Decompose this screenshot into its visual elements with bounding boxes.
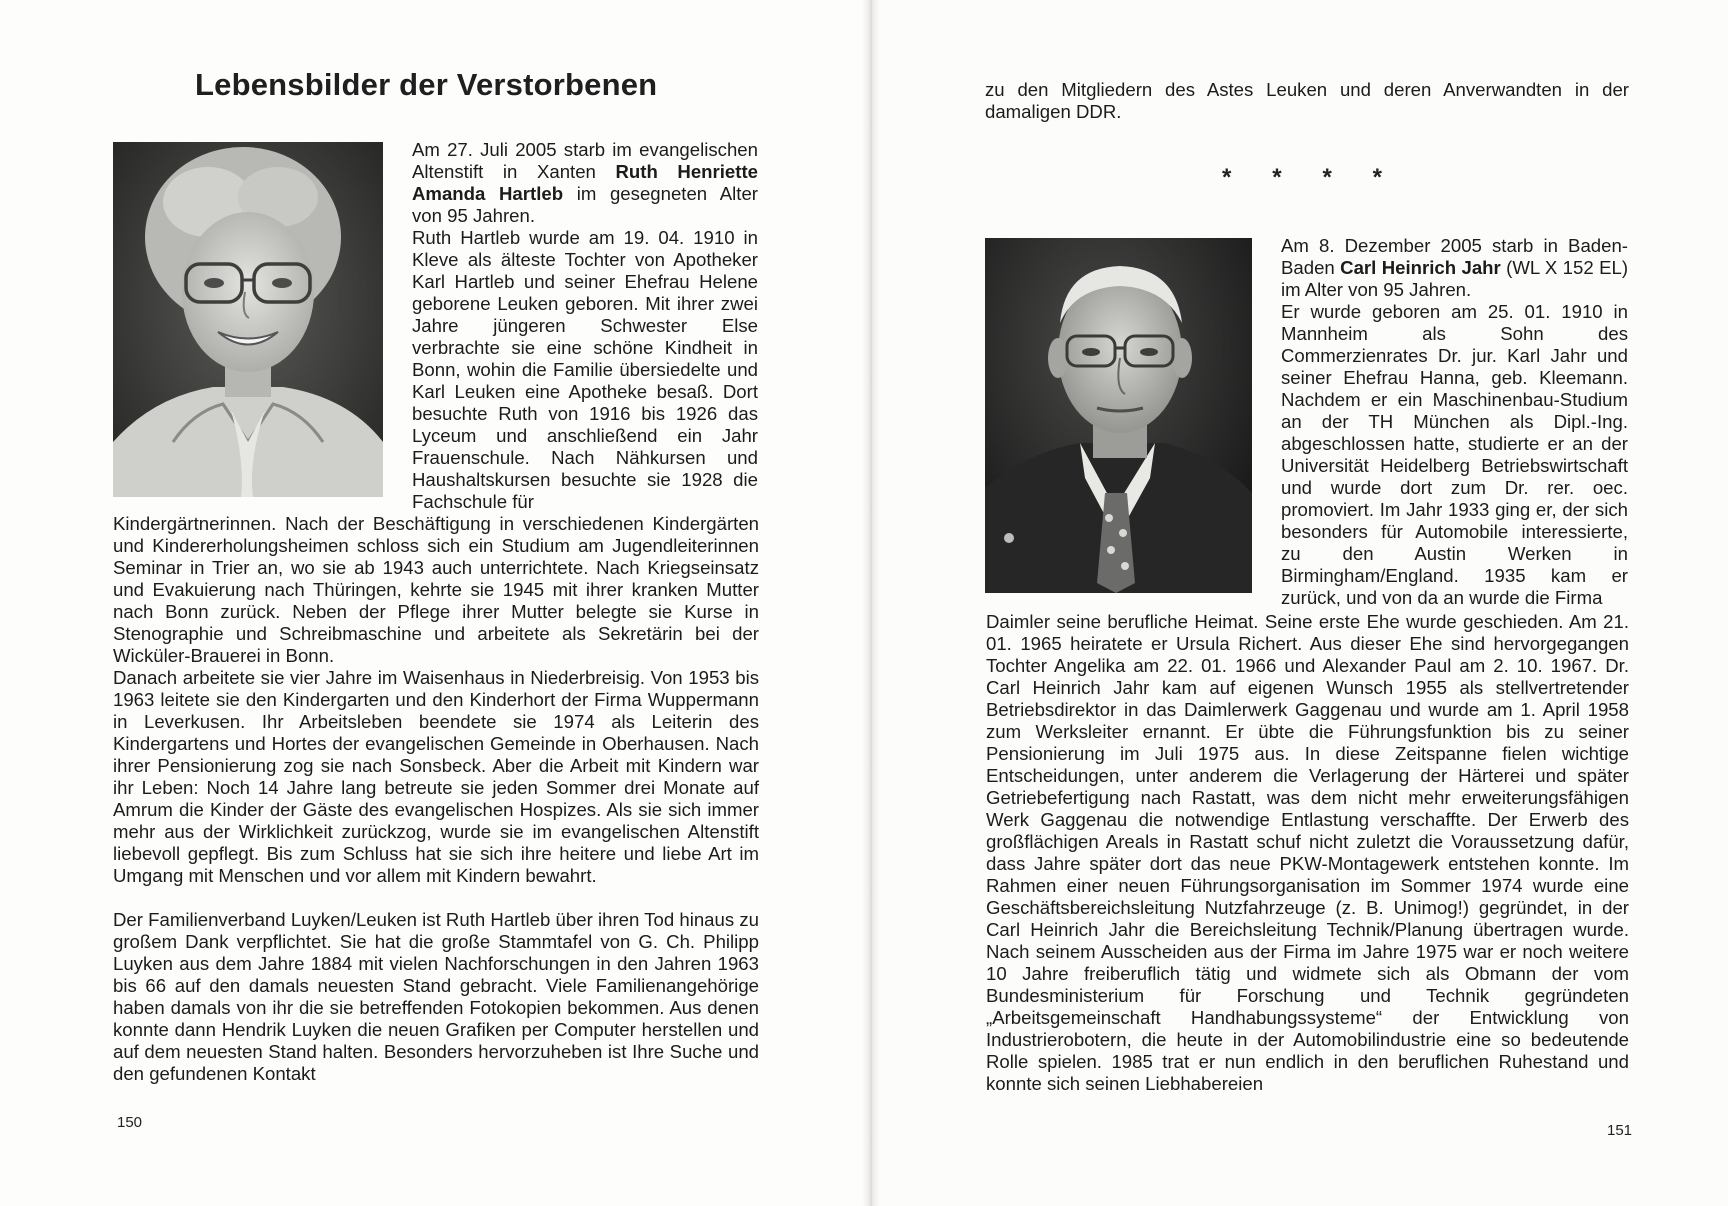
biography-paragraph: Daimler seine berufliche Heimat. Seine erste Ehe wurde geschieden. Am 21. 01. 1965 heiratete er Ursula Richert. Aus dieser Ehe sind hervorgegangen Tochter Angelika am 22. 01. 1966 und Alexander Paul am 2. 10. 1967. Dr. Carl Heinrich Jahr kam auf eigenen Wunsch 1955 als stellvertretender Betriebsdirektor in das Daimlerwerk Gaggenau und wurde am 1. April 1958 zum Werksleiter ernannt. Er übte die Führungsfunktion bis zu seiner Pensionierung im Juli 1975 aus. In diese Zeitspanne fielen wichtige Entscheidungen, unter anderem die Verlagerung der Härterei und später Getriebefertigung nach Rastatt, was dem nicht mehr erweiterungsfähigen Werk Gaggenau die notwendige Entlastung verschaffte. Der Erwerb des großflächigen Areals in Rastatt schuf nicht zuletzt die Voraussetzung dafür, dass Jahre später dort das neue PKW-Montagewerk entstehen konnte. Im Rahmen einer neuen Führungsorganisation im Sommer 1974 wurde eine Geschäftsbereichsleitung Nutzfahrzeuge (z. B. Unimog!) gegründet, in der Carl Heinrich Jahr die Bereichsleitung Technik/Planung übertragen wurde. Nach seinem Ausscheiden aus der Firma im Jahre 1975 war er noch weitere 10 Jahre freiberuflich tätig und widmete sich als Obmann der vom Bundesministerium für Forschung und Technik gegründeten „Arbeitsgemeinschaft Handhabungssysteme“ der Entwicklung von Industrierobotern, die heute in der Automobilindustrie eine so bedeutende Rolle spielen. 1985 trat er nun endlich in den beruflichen Ruhestand und konnte sich seinen Liebhabereien [986, 611, 1629, 1094]
biography-paragraph: Kindergärtnerinnen. Nach der Beschäftigung in verschiedenen Kindergärten und Kindererholungsheimen schloss sich ein Studium am Jugendleiterinnen Seminar in Trier an, wo sie ab 1943 auch unterrichtete. Nach Kriegseinsatz und Evakuierung nach Thüringen, kehrte sie 1945 mit ihrer kranken Mutter nach Bonn zurück. Neben der Pflege ihrer Mutter belegte sie Kurse in Stenographie und Schreibmaschine und arbeitete als Sekretärin bei der Wicküler-Brauerei in Bonn. [113, 513, 759, 666]
portrait-ruth-hartleb [113, 142, 383, 497]
portrait-carl-heinrich-jahr [985, 238, 1252, 593]
obituary-intro-hartleb [412, 139, 758, 227]
page-number-left: 150 [117, 1114, 143, 1131]
deceased-name: Ruth Henriette Amanda Hartleb [412, 161, 758, 204]
book-spine [862, 0, 880, 1206]
obituary-intro-jahr [1281, 235, 1628, 301]
biography-column-jahr: Er wurde geboren am 25. 01. 1910 in Mannheim als Sohn des Commerzienrates Dr. jur. Karl Jahr und seiner Ehefrau Hanna, geb. Kleemann. Nachdem er ein Maschinenbau-Studium an der TH München als Dipl.-Ing. abgeschlossen hatte, studierte er an der Universität Heidelberg Betriebswirtschaft und wurde dort zum Dr. rer. oec. promoviert. Im Jahr 1933 ging er, der sich besonders für Automobile interessierte, zu den Austin Werken in Birmingham/England. 1935 kam er zurück, und von da an wurde die Firma [1281, 301, 1628, 608]
biography-column-hartleb: Ruth Hartleb wurde am 19. 04. 1910 in Kleve als älteste Tochter von Apotheker Karl Hartleb und seiner Ehefrau Helene geborene Leuken geboren. Mit ihrer zwei Jahre jüngeren Schwester Else verbrachte sie eine schöne Kindheit in Bonn, wohin die Familie übersiedelte und Karl Leuken eine Apotheke besaß. Dort besuchte Ruth von 1916 bis 1926 das Lyceum und anschließend ein Jahr Frauenschule. Nach Nähkursen und Haushaltskursen besuchte sie 1928 die Fachschule für [412, 227, 758, 512]
intro-text: (WL X 152 EL) im Alter von 95 Jahren. [1281, 257, 1629, 300]
separator-star: * [1222, 164, 1232, 191]
separator-star: * [1272, 164, 1282, 191]
biography-paragraph: Danach arbeitete sie vier Jahre im Waisenhaus in Niederbreisig. Von 1953 bis 1963 leitete sie den Kindergarten und den Kinderhort der Firma Wuppermann in Leverkusen. Ihr Arbeitsleben beendete sie 1974 als Leiterin des Kindergartens und Hortes der evangelischen Gemeinde in Oberhausen. Nach ihrer Pensionierung zog sie nach Sonsbeck. Aber die Arbeit mit Kindern war ihr Leben: Noch 14 Jahre lang betreute sie jeden Sommer drei Monate auf Amrum die Kinder der Gäste des evangelischen Hospizes. Als sie sich immer mehr aus der Wirklichkeit zurückzog, wurde sie im evangelischen Altenstift liebevoll gepflegt. Bis zum Schluss hat sie sich ihre heitere und liebe Art im Umgang mit Menschen und vor allem mit Kindern bewahrt. [113, 667, 759, 886]
intro-text: Am 27. Juli 2005 starb im evangelischen Altenstift in Xanten [412, 139, 758, 182]
intro-text: Am 8. Dezember 2005 starb in Baden-Baden [1281, 235, 1628, 278]
page-number-right: 151 [1607, 1122, 1633, 1139]
section-separator [1222, 164, 1382, 192]
separator-star: * [1322, 164, 1332, 191]
deceased-name: Carl Heinrich Jahr [1340, 257, 1501, 278]
biography-paragraph: Der Familienverband Luyken/Leuken ist Ruth Hartleb über ihren Tod hinaus zu großem Dank verpflichtet. Sie hat die große Stammtafel von G. Ch. Philipp Luyken aus dem Jahre 1884 mit vielen Nachforschungen in den Jahren 1963 bis 66 auf den damals neuesten Stand gebracht. Viele Familienangehörige haben damals von ihr die sie betreffenden Fotokopien bekommen. Aus denen konnte dann Hendrik Luyken die neuen Grafiken per Computer herstellen und auf dem neuesten Stand halten. Besonders hervorzuheben ist Ihre Suche und den gefundenen Kontakt [113, 909, 759, 1084]
separator-star: * [1372, 164, 1382, 191]
intro-text: im gesegneten Alter von 95 Jahren. [412, 183, 758, 226]
continuation-text: zu den Mitgliedern des Astes Leuken und deren Anverwandten in der damaligen DDR. [985, 79, 1629, 122]
page-heading: Lebensbilder der Verstorbenen [195, 67, 658, 102]
